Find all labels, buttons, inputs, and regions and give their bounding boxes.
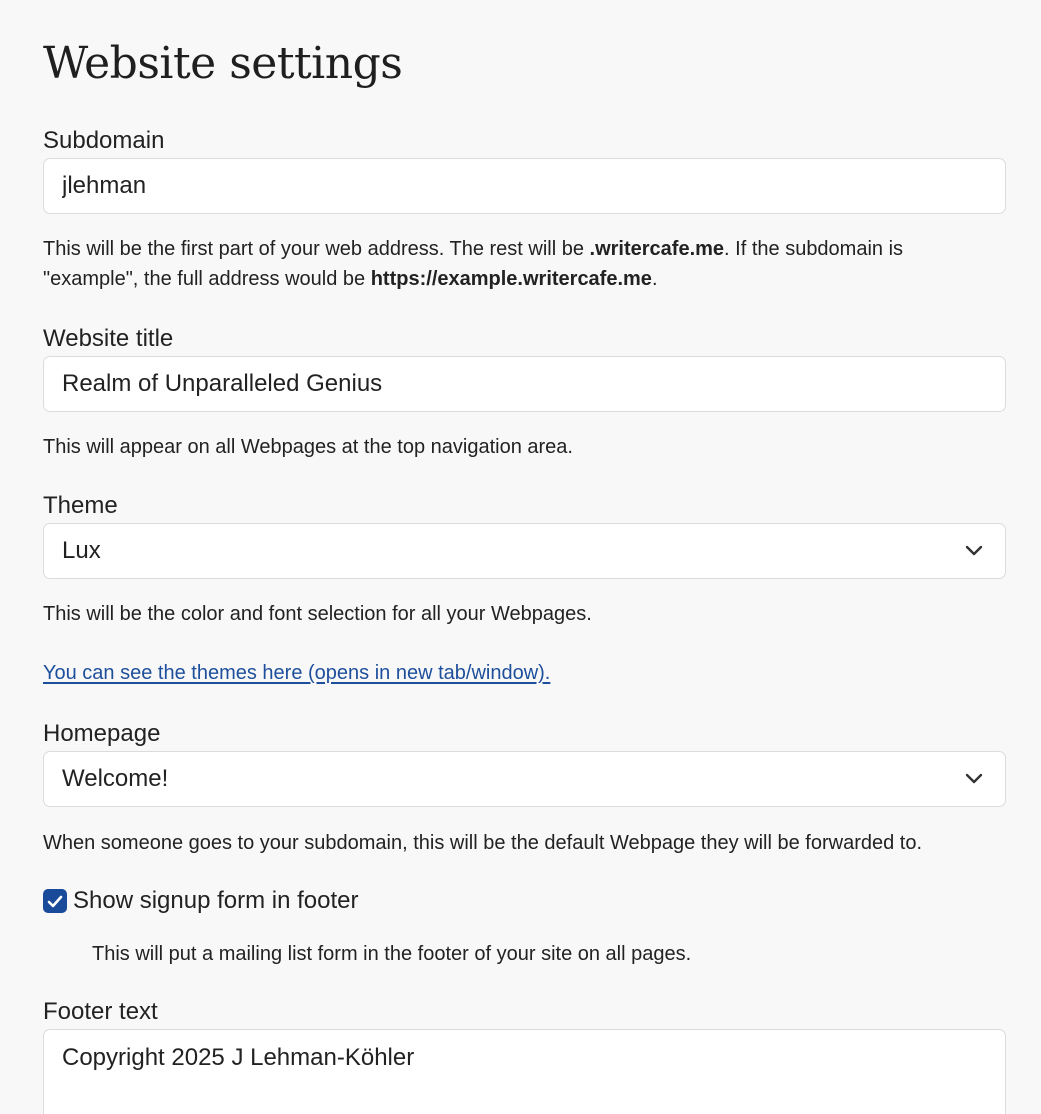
subdomain-label: Subdomain xyxy=(43,127,165,154)
subdomain-input[interactable] xyxy=(43,158,1006,214)
chevron-down-icon xyxy=(963,768,985,790)
theme-help: This will be the color and font selection for all your Webpages. xyxy=(43,603,592,625)
themes-link[interactable]: You can see the themes here (opens in new tab/window). xyxy=(43,662,551,684)
homepage-help: When someone goes to your subdomain, this will be the default Webpage they will be forwarded to. xyxy=(43,832,923,854)
theme-select[interactable] xyxy=(43,523,1006,579)
footer-text-textarea[interactable] xyxy=(43,1029,1006,1114)
website-title-label: Website title xyxy=(43,325,174,352)
signup-form-checkbox[interactable] xyxy=(43,889,67,913)
checkmark-icon xyxy=(47,895,63,908)
website-title-help: This will appear on all Webpages at the top navigation area. xyxy=(43,436,573,458)
homepage-select[interactable] xyxy=(43,751,1006,807)
subdomain-help-text-1: This will be the first part of your web address. The rest will be xyxy=(43,238,590,260)
subdomain-help-text-3: . xyxy=(651,268,658,290)
subdomain-help-text-2: . If the subdomain is "example", the full address would be xyxy=(43,238,904,290)
chevron-down-icon xyxy=(963,540,985,562)
signup-form-checkbox-label[interactable]: Show signup form in footer xyxy=(73,887,359,914)
page-title: Website settings xyxy=(43,38,403,89)
theme-label: Theme xyxy=(43,492,118,519)
homepage-label: Homepage xyxy=(43,720,161,747)
theme-selected-value: Lux xyxy=(62,537,101,564)
website-title-input[interactable] xyxy=(43,356,1006,412)
subdomain-help-domain: .writercafe.me xyxy=(589,238,725,260)
footer-text-label: Footer text xyxy=(43,998,158,1025)
subdomain-help xyxy=(43,234,1003,294)
signup-form-checkbox-row[interactable] xyxy=(43,887,358,915)
homepage-selected-value: Welcome! xyxy=(62,765,169,792)
signup-form-help: This will put a mailing list form in the footer of your site on all pages. xyxy=(92,943,692,965)
subdomain-help-example-url: https://example.writercafe.me xyxy=(370,268,652,290)
